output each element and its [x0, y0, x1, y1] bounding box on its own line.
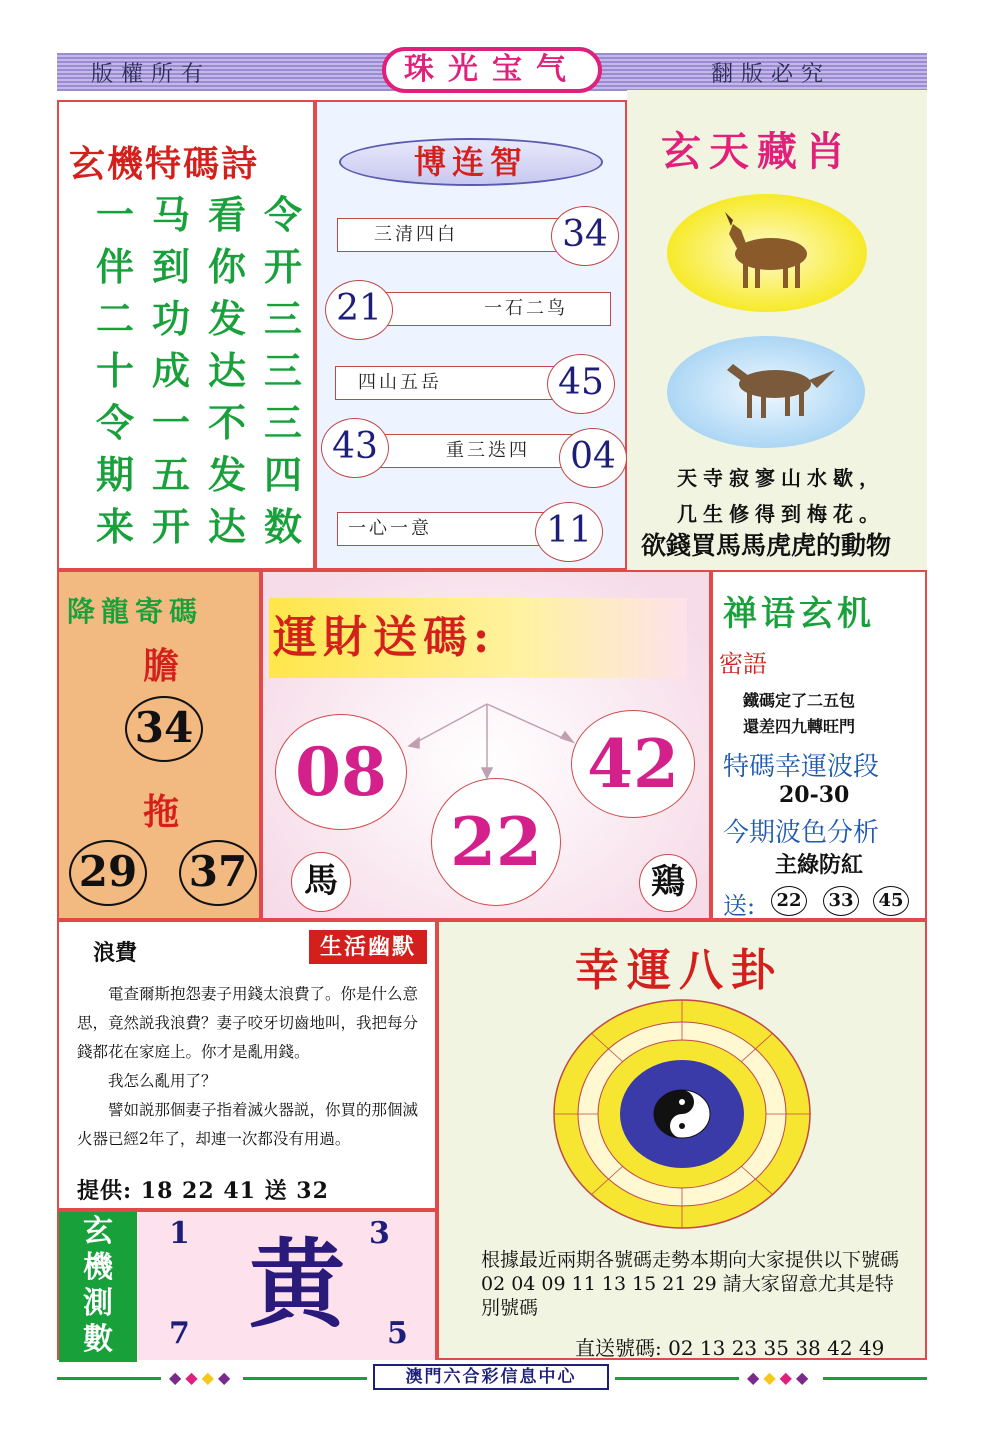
xuanji-number: 7: [169, 1316, 190, 1351]
poem-char: 四: [263, 452, 302, 497]
footer-dots: ◆◆◆◆: [169, 1368, 235, 1387]
langfei-paragraph: 譬如説那個妻子指着滅火器説，你買的那個滅火器已經2年了，却連一次都没有用過。: [77, 1101, 419, 1148]
xuantian-riddle: 欲錢買馬馬虎虎的動物: [641, 531, 892, 560]
langfei-footer: 提供: 18 22 41 送 32: [77, 1178, 329, 1204]
brand-title: 珠光宝气: [382, 47, 602, 93]
poem-char: 五: [151, 452, 190, 497]
xuanji-side-char: 數: [83, 1322, 113, 1357]
langfei-paragraph: 電查爾斯抱怨妻子用錢太浪費了。你是什么意思，竟然説我浪費？妻子咬牙切齒地叫，我把每分錢都花在家庭上。你才是亂用錢。: [77, 985, 419, 1061]
bagua-text: 根據最近兩期各號碼走勢本期向大家提供以下號碼 02 04 09 11 13 15 21 29 請大家留意尤其是特別號碼: [481, 1249, 900, 1319]
poem-char: 到: [151, 244, 190, 289]
bolianzhi-panel: [315, 100, 627, 570]
chanyu-title: 禅语玄机: [723, 594, 875, 634]
langfei-title: 浪費: [93, 940, 138, 966]
header-left-text: 版權所有: [91, 62, 212, 87]
bolianzhi-number: 43: [321, 418, 389, 478]
bolianzhi-bar: 重三迭四: [365, 434, 575, 468]
footer: [57, 1364, 927, 1392]
header-banner: [57, 53, 927, 91]
poem-char: 不: [207, 400, 246, 445]
poem-char: 看: [207, 192, 246, 237]
footer-text: 澳門六合彩信息中心: [373, 1364, 609, 1390]
tuo-number: 29: [69, 840, 147, 906]
dan-number: 34: [125, 696, 203, 762]
poem-char: 发: [207, 452, 246, 497]
xuanji-number: 3: [369, 1216, 390, 1251]
miyu-line1: 鐵碼定了二五包: [743, 691, 856, 710]
xuanji-main: [137, 1212, 435, 1360]
zodiac-right: 鶏: [639, 854, 697, 912]
send-number: 33: [823, 886, 859, 916]
xuanji-side-char: 機: [83, 1250, 113, 1285]
bolianzhi-bar: 三清四白: [337, 218, 567, 252]
bolianzhi-number: 04: [559, 428, 627, 488]
xuantian-line1: 天寺寂寥山水歇，: [677, 466, 885, 490]
bagua-title: 幸運八卦: [575, 945, 783, 996]
poem-char: 来: [95, 504, 134, 549]
xuanji-center-char: 黄: [249, 1228, 345, 1341]
sun-oval: [667, 194, 867, 312]
send-label: 送:: [723, 892, 756, 920]
send-number: 45: [873, 886, 909, 916]
poem-char: 二: [95, 296, 134, 341]
header-right-text: 翻版必究: [711, 62, 832, 87]
color-result: 主綠防紅: [775, 852, 864, 878]
langfei-body: [77, 980, 429, 1154]
poem-char: 一: [95, 192, 134, 237]
miyu-label: 密語: [719, 650, 767, 678]
yuncai-number: 22: [431, 778, 561, 906]
xuanji-number: 5: [387, 1316, 408, 1351]
poem-char: 达: [207, 348, 246, 393]
footer-line: [615, 1377, 739, 1380]
bolianzhi-number: 45: [547, 354, 615, 414]
tuo-label: 拖: [143, 791, 180, 833]
poem-char: 三: [263, 296, 302, 341]
footer-dots: ◆◆◆◆: [747, 1368, 813, 1387]
tuo-number: 37: [179, 840, 257, 906]
yuncai-number: 42: [571, 710, 695, 818]
send-number: 22: [771, 886, 807, 916]
bolianzhi-number: 11: [535, 502, 603, 562]
yuncai-panel: [261, 570, 711, 920]
poem-char: 三: [263, 400, 302, 445]
footer-line: [823, 1377, 927, 1380]
xuanji-panel: [57, 1210, 437, 1360]
wolf-icon: [667, 336, 865, 448]
xuanji-number: 1: [169, 1216, 190, 1251]
dan-label: 膽: [143, 645, 180, 687]
bolianzhi-number: 34: [551, 206, 619, 266]
bagua-send: 直送號碼: 02 13 23 35 38 42 49: [575, 1336, 885, 1360]
xuanji-side-char: 玄: [83, 1214, 113, 1249]
xuantian-panel: [627, 90, 927, 570]
poem-title: 玄機特碼詩: [69, 143, 260, 185]
yuncai-title: 運財送碼:: [269, 598, 687, 678]
poem-char: 令: [95, 400, 134, 445]
poem-char: 功: [151, 296, 190, 341]
goat-icon: [667, 194, 867, 312]
miyu-line2: 還差四九轉旺門: [743, 717, 856, 736]
jianglong-panel: [57, 570, 261, 920]
wave-range: 20-30: [779, 782, 850, 808]
poem-char: 成: [151, 348, 190, 393]
yuncai-number: 08: [275, 714, 407, 830]
bolianzhi-title: 博连智: [339, 138, 603, 186]
bagua-panel: [437, 920, 927, 1360]
xuanji-side-label: [59, 1212, 137, 1362]
xuantian-title: 玄天藏肖: [661, 128, 853, 175]
poem-char: 你: [207, 244, 246, 289]
footer-line: [243, 1377, 367, 1380]
bagua-wheel-icon: [553, 998, 811, 1230]
poem-char: 十: [95, 348, 134, 393]
poem-char: 伴: [95, 244, 134, 289]
wave-label: 特碼幸運波段: [723, 752, 880, 782]
bolianzhi-bar: 一心一意: [337, 512, 553, 546]
bolianzhi-bar: 一石二鸟: [367, 292, 611, 326]
poem-char: 三: [263, 348, 302, 393]
bolianzhi-number: 21: [325, 280, 393, 340]
poem-char: 开: [263, 244, 302, 289]
poem-char: 马: [151, 192, 190, 237]
langfei-panel: [57, 920, 437, 1210]
poem-char: 发: [207, 296, 246, 341]
poem-char: 期: [95, 452, 134, 497]
poem-char: 令: [263, 192, 302, 237]
poem-char: 数: [263, 504, 302, 549]
xuanji-side-char: 測: [83, 1286, 113, 1321]
poem-char: 达: [207, 504, 246, 549]
langfei-paragraph: 我怎么亂用了？: [108, 1072, 217, 1090]
chanyu-panel: [711, 570, 927, 920]
humor-tag: 生活幽默: [309, 930, 427, 964]
footer-line: [57, 1377, 161, 1380]
poem-panel: [57, 100, 315, 570]
poem-char: 开: [151, 504, 190, 549]
color-label: 今期波色分析: [723, 818, 880, 848]
xuantian-line2: 几生修得到梅花。: [677, 502, 885, 526]
zodiac-left: 馬: [291, 852, 351, 912]
bolianzhi-bar: 四山五岳: [335, 366, 561, 400]
sky-oval: [667, 336, 865, 448]
poem-char: 一: [151, 400, 190, 445]
jianglong-title: 降龍寄碼: [67, 595, 204, 628]
poem-grid: [87, 194, 307, 548]
